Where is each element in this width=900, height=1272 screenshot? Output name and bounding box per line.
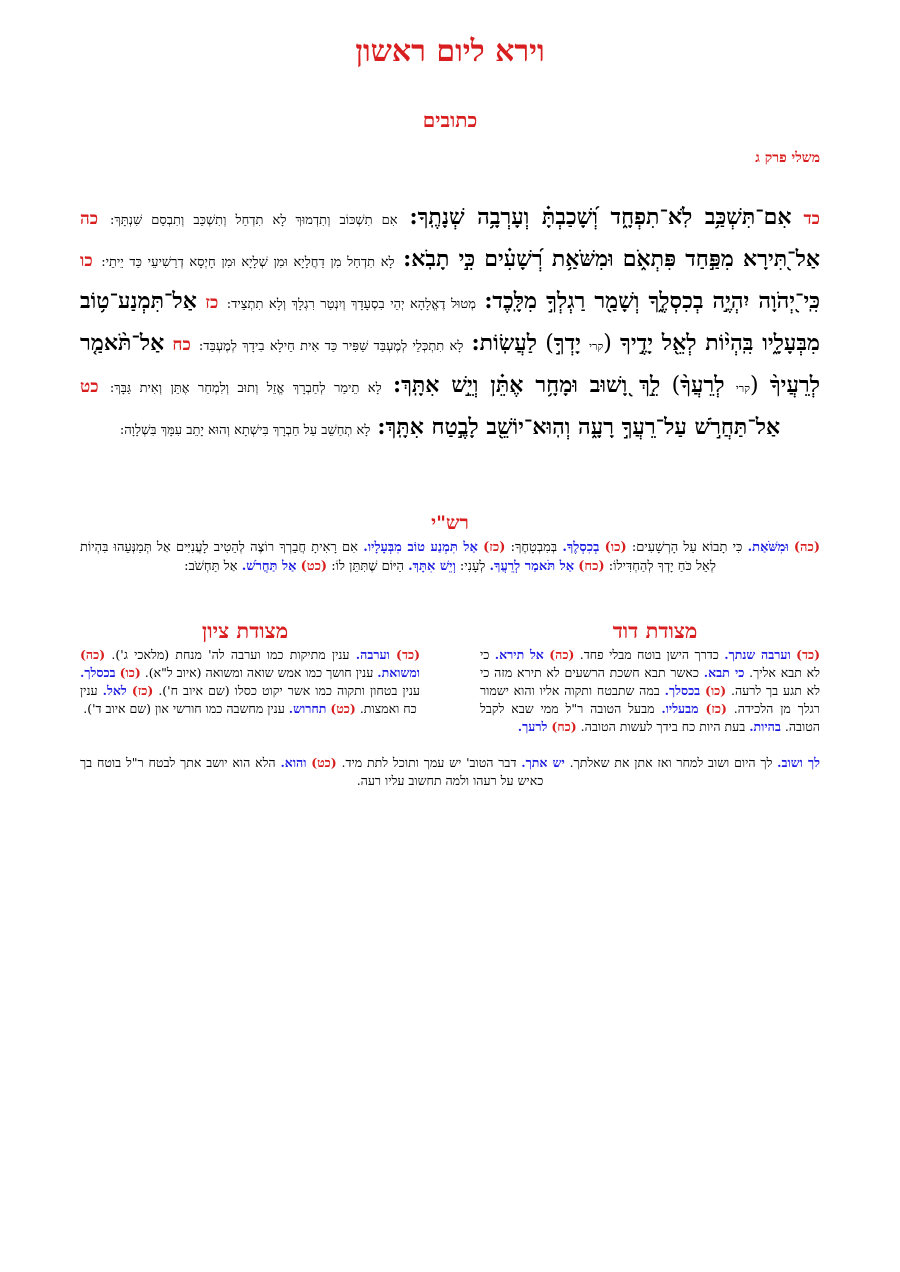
verse-text: כִּֽי־יְ֭הֹוָה יִהְיֶ֣ה בְכִסְלֶ֑ךָ וְשָׁמַ֖ר רַגְלְךָ֣ מִלָּֽכֶד: (484, 288, 821, 314)
verse-text: אִם־תִּשְׁכַּ֥ב לֹֽא־תִפְחָ֑ד וְ֝שָׁכַבְתָּ֗ וְעָרְבָ֥ה שְׁנָתֶֽךָ: (409, 204, 792, 230)
md-head: והוא. (280, 755, 307, 770)
verse-number: כט (80, 377, 99, 397)
mz-head: ומשואת. (377, 665, 420, 680)
md-entry (581, 719, 781, 734)
md-ref: (כט) (311, 755, 337, 770)
verse-text: אַל־תַּחֲרֹ֣שׁ עַל־רֵעֲךָ֣ רָעָ֑ה וְהֽוּא־יוֹשֵׁ֖ב לָבֶ֣טַח אִתָּֽךְ: (377, 414, 781, 440)
verse-text-continued: לֵ֣ךְ וָ֭שׁוּב וּמָחָ֥ר אֶתֵּ֗ן וְיֵ֣שׁ אִתָּֽךְ: (392, 372, 661, 398)
md-text: מבעל הטובה ר"ל ממי שבא לקבל הטובה. (480, 701, 820, 734)
kere-note: (קרי יָדְךָ֣) (545, 330, 612, 356)
mz-head: בכסלך. (80, 665, 116, 680)
md-text: הלא הוא יושב אתך לבטח ר"ל בוטח בך כאיש על רעהו ולמה תחשוב עליו רעה. (80, 755, 544, 788)
verse-number: כו (80, 251, 93, 271)
md-head: בכסלך. (664, 683, 701, 698)
mz-ref: (כט) (330, 701, 356, 716)
metzudat-zion-commentary (80, 646, 420, 718)
rashi-entry (331, 559, 456, 574)
kere-label: קרי (735, 382, 750, 395)
md-ref: (כה) (549, 647, 575, 662)
targum-text: לָא תְחַשֵׁב עַל חַבְרָךְ בִּישְׁתָא וְהוּא יָתֵב עִמָּךְ בִּשְׁלָוָה: (119, 423, 371, 438)
mz-text: ענין מתיקות כמו וערבה לה' מנחת (מלאכי ג'). (111, 647, 350, 662)
chapter-label: משלי פרק ג (755, 150, 820, 166)
kere-word: לְרֵעֲךָ֨ (680, 372, 725, 398)
mz-text: ענין בטחון ותקוה כמו אשר יקוט כסלו (שם איוב ח'). (158, 683, 421, 698)
rashi-text: כִּי תָבוֹא עַל הָרְשָׁעִים: (631, 540, 743, 555)
targum-text: לָא תִתְכְּלֵי לְמֶעְבַּד שַׁפִּיר כַּד אִית חֵילָא בִידָךְ לְמֶעְבַּד: (198, 339, 464, 354)
targum-text: לָא תִדְחַל מִן דַחֲלָיָא וּמִן שְׁלָיָא וּמִן חָיְסָא דְרַשִׁיעֵי כַּד יֵיתֵי: (101, 255, 395, 270)
targum-text: לָא תֵימַר לְחַבְרָךְ אֱזֵל וְתוּב וְלִמְחַר אֶתֵּן וְאִית גַּבָּךְ: (109, 381, 382, 396)
mz-ref: (כו) (119, 665, 141, 680)
md-head: אל תירא. (494, 647, 544, 662)
md-head: כי תבא. (703, 665, 745, 680)
mz-ref: (כז) (131, 683, 154, 698)
verse-number: כז (205, 293, 219, 313)
mz-entry (111, 647, 420, 662)
rashi-commentary (80, 538, 820, 576)
md-text: כי לא תבא אליך. (480, 647, 820, 680)
md-entry (518, 719, 577, 734)
md-ref: (כח) (551, 719, 577, 734)
verse-text-continued: לַעֲשֽׂוֹת: (471, 330, 538, 356)
rashi-head: אַל תִּמְנַע טוֹב מִבְּעָלָיו. (363, 540, 478, 555)
rashi-head: אַל תַּחֲרֹשׁ. (241, 559, 297, 574)
verse-number: כד (803, 209, 820, 229)
rashi-ref: (כה) (793, 540, 821, 555)
verse-text: אַל־תֹּ֨אמַ֤ר לְרֵעֲיךָ֨ (80, 330, 820, 398)
verse (98, 205, 820, 230)
verse-number: כה (80, 209, 99, 229)
rashi-head: בְכִסְלֶךָ. (562, 540, 600, 555)
mz-text: ענין חושך כמו אמש שואה ומשואה (איוב ל"א). (144, 665, 374, 680)
rashi-entry (460, 559, 605, 574)
targum-text: מְטוּל דֶאֱלָהָא יְהֵי בִסְעָדָךְ וְיִנְטַר רִגְלָךְ וְלָא תִתְצֵיד: (226, 297, 476, 312)
metzudat-zion-heading: מצודת ציון (201, 618, 289, 643)
md-text: במה שתבטח ותקוה אליו והוא ישמור רגלך מן הלכידה. (480, 683, 820, 716)
md-entry (570, 755, 820, 770)
verses-block (80, 198, 820, 450)
md-head: בהיות. (749, 719, 781, 734)
rashi-entry (184, 559, 327, 574)
rashi-head: אַל תֹּאמַר לְרֵעֲךָ. (489, 559, 575, 574)
mz-head: תחרוש. (288, 701, 327, 716)
rashi-ref: (כח) (578, 559, 605, 574)
verse-text: אַל־֭תִּירָא מִפַּ֣חַד פִּתְאֹ֑ם וּמִשֹּׁאַ֥ת רְ֝שָׁעִ֗ים כִּ֣י תָבֹֽא: (403, 246, 820, 272)
verse-text: אַל־תִּמְנַע־ט֥וֹב מִבְּעָלָ֑יו בִּֽהְי֨וֹת לְאֵ֖ל יָדֶ֣יךָ (80, 288, 820, 356)
kere-note: (קרי לְרֵעֲךָ֨) (671, 372, 759, 398)
rashi-entry (632, 540, 820, 555)
page-title: וירא ליום ראשון (355, 34, 545, 69)
rashi-ref: (כז) (483, 540, 506, 555)
md-ref: (כז) (705, 701, 727, 716)
metzudat-david-heading: מצודת דוד (612, 618, 698, 643)
md-text: בעת היות כח בידך לעשות הטובה. (580, 719, 746, 734)
verse-number: כח (172, 335, 191, 355)
rashi-head: וְיֵשׁ אִתָּךְ. (408, 559, 456, 574)
rashi-ref: (כו) (604, 540, 627, 555)
mz-entry (83, 701, 356, 716)
mz-text: ענין כח ואמצות. (80, 683, 417, 716)
md-text: דבר הטוב' יש עמך ותוכל לתת מיד. (341, 755, 517, 770)
md-ref: (כד) (796, 647, 821, 662)
rashi-text: אִם רָאִיתָ חֲבֵרְךָ רוֹצֶה לְהֵטִיב לָעֲנִיִּים אַל תְּמַנְּעֵהוּ בִּהְיוֹת לְאֵל כֹּחַ יָדְךָ לְהַחְדִּילוֹ: (80, 540, 716, 574)
md-entry (580, 647, 820, 662)
rashi-text: הַיּוֹם שֶׁתִּתֵּן לוֹ: (331, 559, 404, 574)
md-ref: (כו) (705, 683, 727, 698)
md-head: מבעליו. (661, 701, 699, 716)
mz-text: ענין מחשבה כמו חורשי און (שם איוב ד'). (83, 701, 285, 716)
rashi-text: אַל תַּחְשֹׁב: (184, 559, 238, 574)
md-head: יש אתך. (521, 755, 565, 770)
metzudat-david-continued (80, 754, 820, 790)
md-entry (342, 755, 565, 770)
rashi-ref: (כט) (300, 559, 328, 574)
section-subtitle: כתובים (422, 108, 478, 132)
rashi-entry (511, 540, 627, 555)
md-text: כאשר תבא חשכת הרשעים לא תירא מזה כי לא תגע בך לרעה. (480, 665, 820, 698)
rashi-heading: רש"י (431, 512, 469, 534)
mz-ref: (כד) (396, 647, 420, 662)
mz-head: וערבה. (355, 647, 390, 662)
kere-label: קרי (589, 340, 604, 353)
rashi-text: בְּמִבְטָחֶךָ: (510, 540, 558, 555)
md-text: כדרך הישן בוטח מבלי פחד. (579, 647, 719, 662)
targum-text: אִם תִשְׁכּוֹב וְתִדְמוּךְ לָא תִדְחַל וְתִשְׁכַּב וְתִבְסַם שִׁנְתָּךְ: (110, 213, 398, 228)
mz-ref: (כה) (80, 647, 106, 662)
rashi-head: וּמִשֹּׁאַת. (747, 540, 789, 555)
kere-word: יָדְךָ֣ (553, 330, 581, 356)
md-head: לך ושוב. (777, 755, 820, 770)
rashi-text: לְעָנִי: (459, 559, 486, 574)
md-text: לך היום ושוב למחר ואז אתן את שאלתך. (569, 755, 773, 770)
md-head: לרעך. (517, 719, 548, 734)
metzudat-david-commentary (480, 646, 820, 736)
mz-head: לאל. (102, 683, 127, 698)
md-head: וערבה שנתך. (724, 647, 791, 662)
